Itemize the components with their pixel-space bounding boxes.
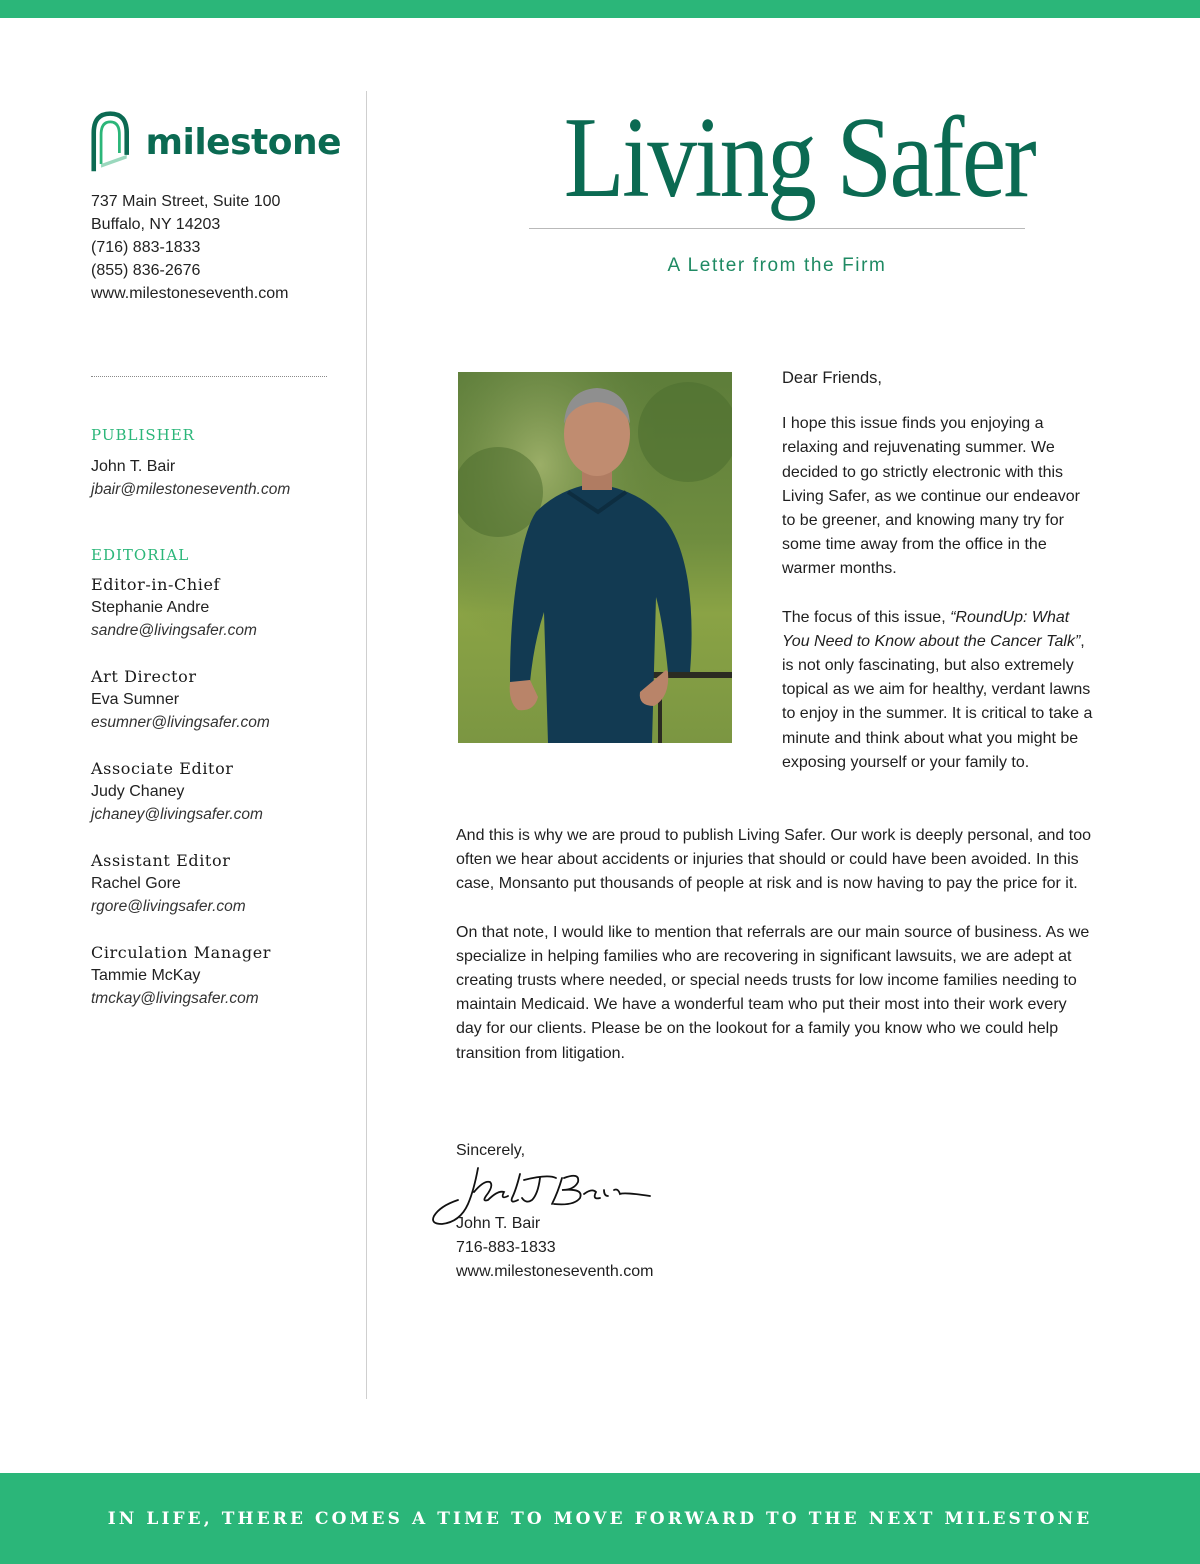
staff-entry (91, 849, 351, 918)
staff-email[interactable]: sandre@livingsafer.com (91, 622, 257, 639)
author-photo (458, 372, 732, 743)
masthead (91, 426, 351, 1010)
phone-number: (855) 836-2676 (91, 262, 201, 279)
contact-block (91, 190, 341, 305)
staff-entry (91, 573, 351, 642)
editorial-heading: EDITORIAL (91, 546, 190, 564)
staff-entry (91, 757, 351, 826)
publisher-heading: PUBLISHER (91, 426, 195, 444)
letter-body-bottom (456, 824, 1096, 1090)
staff-email[interactable]: tmckay@livingsafer.com (91, 990, 259, 1007)
staff-role: Assistant Editor (91, 851, 231, 870)
sidebar (91, 108, 341, 305)
logo-wordmark: milestone (145, 121, 341, 163)
address-line: 737 Main Street, Suite 100 (91, 193, 281, 210)
column-divider (366, 91, 367, 1399)
letter-body-top (782, 366, 1094, 799)
staff-entry (91, 941, 351, 1010)
signer-name: John T. Bair (456, 1215, 541, 1232)
signer-block (456, 1212, 653, 1285)
staff-email[interactable]: esumner@livingsafer.com (91, 714, 270, 731)
milestone-logo (91, 108, 341, 176)
staff-email[interactable]: rgore@livingsafer.com (91, 898, 246, 915)
staff-role: Associate Editor (91, 759, 234, 778)
website-link[interactable]: www.milestoneseventh.com (91, 285, 289, 302)
footer-bar (0, 1473, 1200, 1564)
letter-paragraph: And this is why we are proud to publish Living Safer. Our work is deeply personal, and too often we hear about accidents or injuries that should or could have been avoided. In this case, Monsanto put thousands of people at risk and is now having to pay the price for it. (456, 827, 1092, 893)
phone-number: (716) 883-1833 (91, 239, 201, 256)
page-subtitle: A Letter from the Firm (667, 255, 887, 276)
staff-email[interactable]: jchaney@livingsafer.com (91, 806, 263, 823)
staff-name: Rachel Gore (91, 875, 181, 892)
publisher-email[interactable]: jbair@milestoneseventh.com (91, 481, 291, 498)
address-line: Buffalo, NY 14203 (91, 216, 221, 233)
staff-role: Circulation Manager (91, 943, 272, 962)
title-underline (529, 228, 1025, 229)
staff-name: Stephanie Andre (91, 599, 210, 616)
article-title: “RoundUp: What You Need to Know about the Cancer Talk” (782, 608, 1081, 650)
publisher-name: John T. Bair (91, 458, 176, 475)
staff-entry (91, 665, 351, 734)
greeting: Dear Friends, (782, 369, 882, 387)
staff-name: Judy Chaney (91, 783, 185, 800)
staff-role: Editor-in-Chief (91, 575, 221, 594)
staff-name: Tammie McKay (91, 967, 201, 984)
top-accent-bar (0, 0, 1200, 18)
signer-phone: 716-883-1833 (456, 1239, 556, 1257)
arch-icon (91, 108, 129, 176)
paragraph-text: , is not only fascinating, but also extremely topical as we aim for healthy, verdant lawns to enjoy in the summer. It is critical to take a minute and think about what you might be exposing yourself or your family to. (782, 632, 1093, 771)
page-title: Living Safer (563, 94, 1035, 222)
signer-website[interactable]: www.milestoneseventh.com (456, 1263, 654, 1281)
letter-paragraph: I hope this issue finds you enjoying a relaxing and rejuvenating summer. We decided to go strictly electronic with this Living Safer, as we continue our endeavor to be greener, and knowing many try for some time away from the office in the warmer months. (782, 415, 1080, 578)
dotted-divider (91, 376, 327, 377)
footer-tagline: IN LIFE, THERE COMES A TIME TO MOVE FORWARD TO THE NEXT MILESTONE (107, 1508, 1093, 1529)
closing: Sincerely, (456, 1142, 526, 1159)
staff-name: Eva Sumner (91, 691, 180, 708)
paragraph-text: The focus of this issue, (782, 608, 951, 626)
letter-paragraph: On that note, I would like to mention that referrals are our main source of business. As we specialize in helping families who are recovering in significant lawsuits, we are adept at creating trusts where needed, or special needs trusts for low income families needing to maintain Medicaid. We have a wonderful team who put their most into their work every day for our clients. Please be on the lookout for a family you know who we could help transition from litigation. (456, 923, 1090, 1062)
letter-paragraph (782, 606, 1094, 775)
staff-role: Art Director (91, 667, 197, 686)
